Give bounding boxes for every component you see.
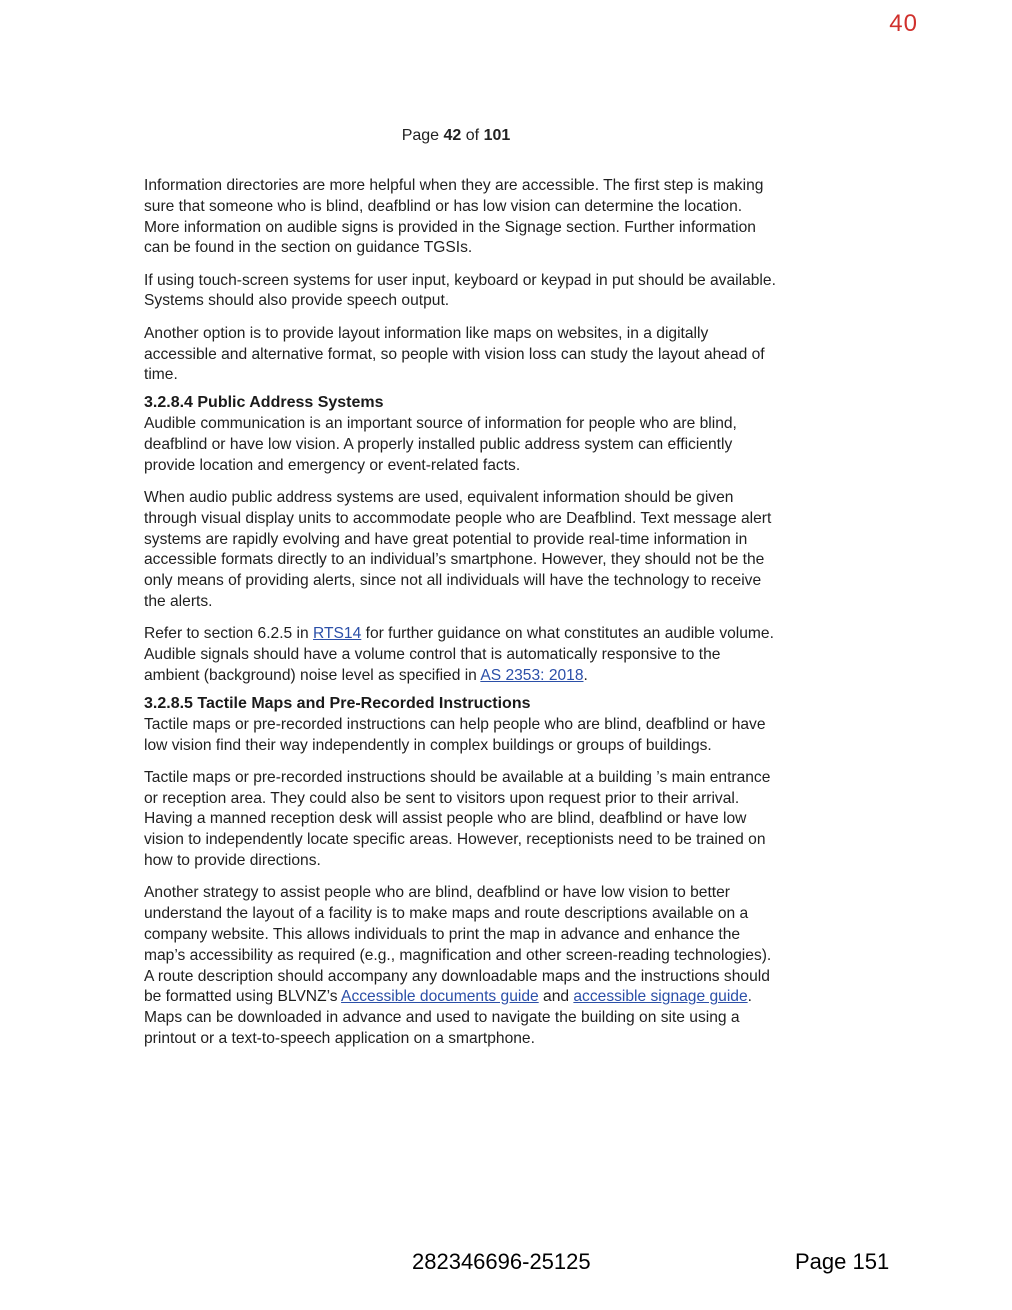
accessible-signage-guide-link[interactable]: accessible signage guide [573,988,748,1006]
rts14-link[interactable]: RTS14 [313,625,362,643]
paragraph-layout-information: Another option is to provide layout information like maps on websites, in a digitally accessible and alternative format, so people with vision loss can study the layout ahead of time. [144,324,765,384]
strategy-text-a: Another strategy to assist people who are blind, deafblind or have low vision to better understand the layout of a facility is to make maps and route descriptions available on a company website. This allows individuals to print the map in advance and enhance the map’s accessibility as required (e.g., magnification and other screen-reading technologies). A route description should accompany any downloadable maps and the instructions should be formatted using BLVNZ’s [144,884,772,1006]
footer-document-id: 282346696-25125 [412,1249,591,1274]
paragraph-information-directories: Information directories are more helpful when they are accessible. The first step is making sure that someone who is blind, deafblind or has low vision can determine the location. More information on audible signs is provided in the Signage section. Further information can be found in the section on guidance TGSIs. [144,177,764,257]
page-total: 101 [483,127,511,144]
accessible-documents-guide-link[interactable]: Accessible documents guide [341,988,539,1006]
refer-text-a: Refer to section 6.2.5 in [144,625,314,643]
paragraph-tactile-maps-help: Tactile maps or pre-recorded instructions can help people who are blind, deafblind or have low vision find their way independently in complex buildings or groups of buildings. [144,715,766,754]
of-word: of [465,127,480,144]
paragraph-touch-screen: If using touch-screen systems for user input, keyboard or keypad in put should be available. Systems should also provide speech output. [144,271,776,310]
paragraph-another-strategy [144,883,776,1049]
strategy-text-b: and [538,988,574,1006]
page-word: Page [401,127,440,144]
document-body [144,176,776,1061]
strategy-text-c: . Maps can be downloaded in advance and used to navigate the building on site using a printout or a text-to-speech application on a smartphone. [144,988,752,1047]
footer-page-number: Page 151 [795,1249,890,1274]
page-header [0,127,912,145]
paragraph-visual-display: When audio public address systems are used, equivalent information should be given through visual display units to accommodate people who are Deafblind. Text message alert systems are rapidly evolving and have great potential to provide real-time information in accessible formats directly to an individual’s smartphone. However, they should not be the only means of providing alerts, since not all individuals will have the technology to receive the alerts. [144,489,772,611]
paragraph-refer-section [144,624,776,686]
bates-stamp-number: 40 [889,10,918,37]
paragraph-tactile-maps-reception: Tactile maps or pre-recorded instructions should be available at a building ’s main entrance or reception area. They could also be sent to visitors upon request prior to their arrival. Having a manned reception desk will assist people who are blind, deafblind or have low vision to independently locate specific areas. However, receptionists need to be trained on how to provide directions. [144,768,771,870]
paragraph-audible-communication: Audible communication is an important source of information for people who are blind, deafblind or have low vision. A properly installed public address system can efficiently provide location and emergency or event-related facts. [144,415,737,474]
page-current: 42 [443,127,462,144]
refer-text-c: . [583,666,588,684]
refer-text-b: for further guidance on what constitutes an audible volume. Audible signals should have a volume control that is automatically responsive to the ambient (background) noise level as specified in [144,625,774,684]
section-heading-tactile-maps: 3.2.8.5 Tactile Maps and Pre-Recorded Instructions [144,694,531,712]
as2353-link[interactable]: AS 2353: 2018 [480,666,584,684]
section-heading-public-address: 3.2.8.4 Public Address Systems [144,394,384,412]
